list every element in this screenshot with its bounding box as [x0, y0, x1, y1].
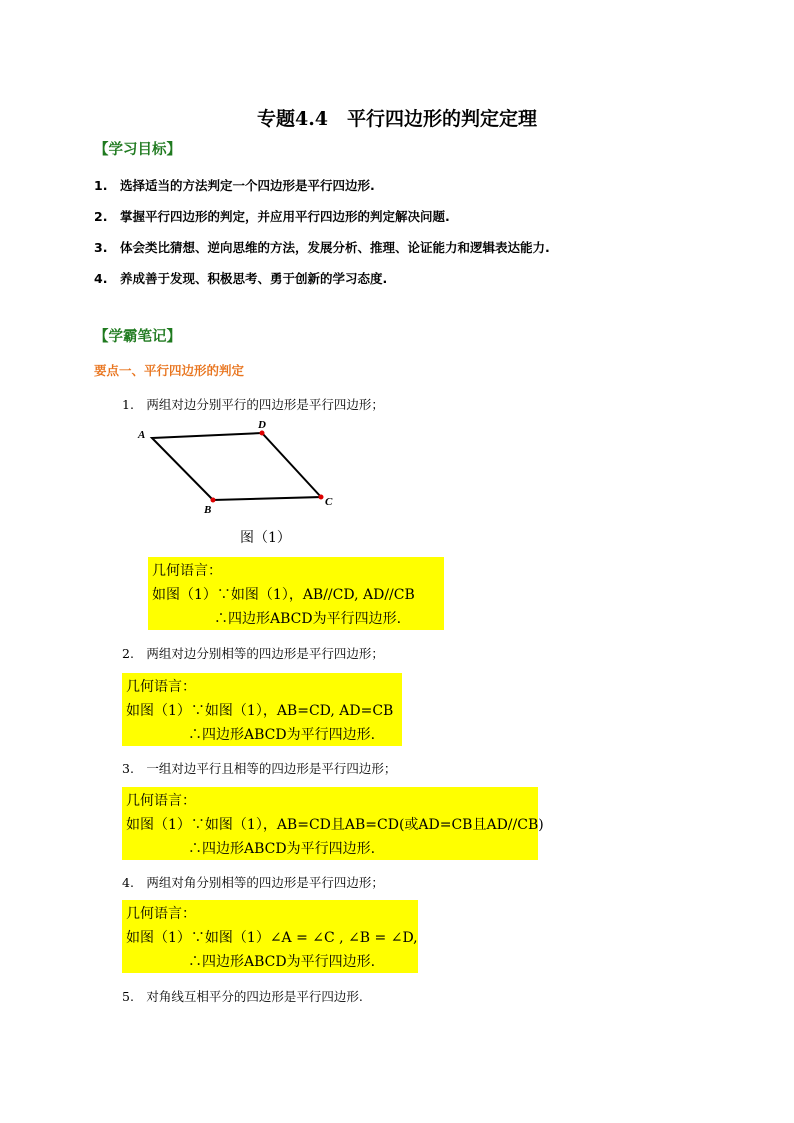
goal-item-4: 4. 养成善于发现、积极思考、勇于创新的学习态度. — [94, 271, 388, 286]
vertex-label-d: D — [258, 419, 266, 431]
box-condition: 如图（1）∵如图（1），AB=CD且AB=CD(或AD=CB且AD//CB) — [126, 817, 544, 833]
box-conclusion: ∴四边形ABCD为平行四边形. — [214, 611, 402, 627]
box-condition: 如图（1）∵如图（1）∠A = ∠C , ∠B = ∠D, — [126, 930, 418, 946]
box-condition: 如图（1）∵如图（1），AB//CD, AD//CB — [152, 587, 415, 603]
box-title: 几何语言： — [152, 563, 222, 579]
box-title: 几何语言： — [126, 679, 196, 695]
box-title: 几何语言： — [126, 793, 196, 809]
vertex-c-dot — [319, 495, 324, 500]
criterion-5: 5. 对角线互相平分的四边形是平行四边形. — [122, 989, 363, 1004]
page-title: 专题4.4 平行四边形的判定定理 — [256, 108, 538, 130]
vertex-d-dot — [260, 431, 265, 436]
box-title: 几何语言： — [126, 906, 196, 922]
section-goals-heading: 【学习目标】 — [94, 142, 181, 158]
geometry-box-4 — [122, 900, 418, 973]
box-condition: 如图（1）∵如图（1），AB=CD, AD=CB — [126, 703, 394, 719]
criterion-3: 3. 一组对边平行且相等的四边形是平行四边形； — [122, 761, 397, 776]
box-conclusion: ∴四边形ABCD为平行四边形. — [188, 954, 376, 970]
box-conclusion: ∴四边形ABCD为平行四边形. — [188, 727, 376, 743]
geometry-box-3 — [122, 787, 544, 860]
criterion-2: 2. 两组对边分别相等的四边形是平行四边形； — [122, 646, 384, 661]
goal-item-2: 2. 掌握平行四边形的判定，并应用平行四边形的判定解决问题. — [94, 209, 450, 224]
geometry-box-2 — [122, 673, 402, 746]
vertex-label-b: B — [204, 504, 212, 516]
geometry-box-1 — [148, 557, 444, 630]
goal-item-1: 1. 选择适当的方法判定一个四边形是平行四边形. — [94, 178, 375, 193]
point-heading: 要点一、平行四边形的判定 — [94, 363, 245, 378]
vertex-label-c: C — [325, 496, 333, 508]
vertex-b-dot — [211, 498, 216, 503]
box-conclusion: ∴四边形ABCD为平行四边形. — [188, 841, 376, 857]
goal-item-3: 3. 体会类比猜想、逆向思维的方法，发展分析、推理、论证能力和逻辑表达能力. — [94, 240, 550, 255]
section-notes-heading: 【学霸笔记】 — [94, 329, 181, 345]
figure-caption: 图（1） — [240, 530, 291, 546]
criterion-1: 1. 两组对边分别平行的四边形是平行四边形； — [122, 397, 384, 412]
criterion-4: 4. 两组对角分别相等的四边形是平行四边形； — [122, 875, 384, 890]
vertex-label-a: A — [138, 429, 146, 441]
parallelogram-shape — [152, 433, 321, 500]
parallelogram-figure — [130, 415, 350, 520]
